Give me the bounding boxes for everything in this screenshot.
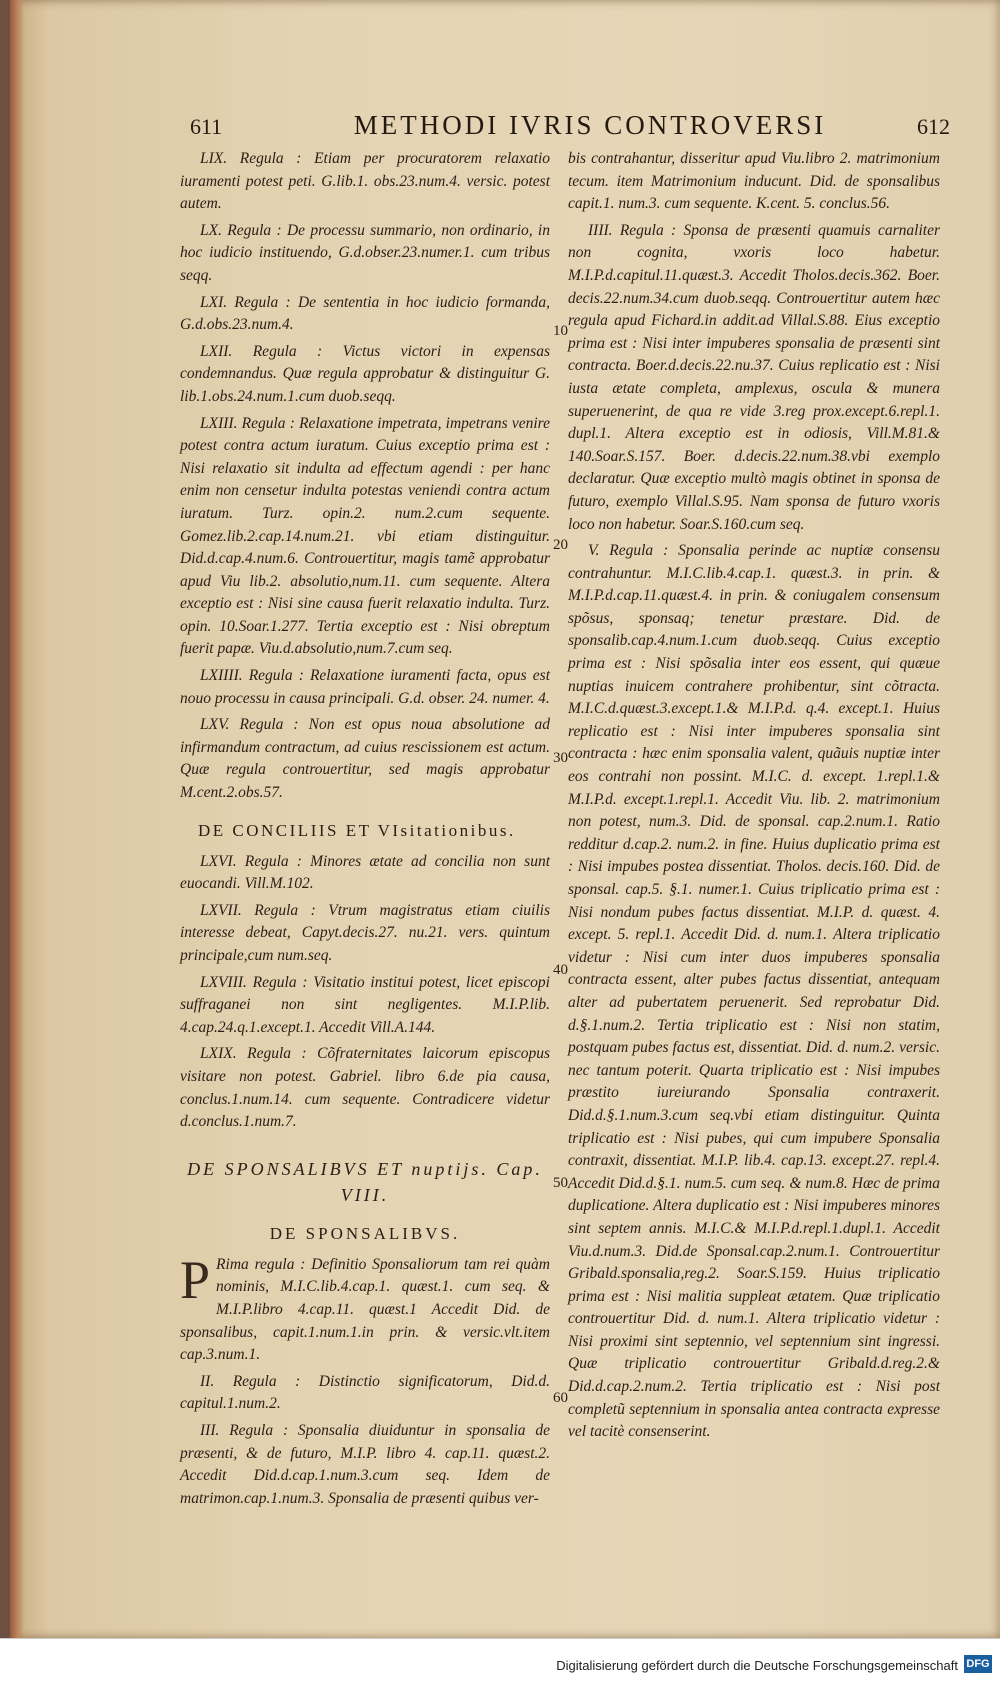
line-number: 50: [553, 1175, 568, 1191]
paragraph: bis contrahantur, disseritur apud Viu.libro 2. matrimonium tecum. item Matrimonium inducunt. Did. de sponsalibus capit.1. num.3. cum sequente. K.cent. 5. conclus.56.: [568, 150, 940, 213]
paragraph-text: Rima regula : Definitio Sponsaliorum tam rei quàm nominis, M.I.C.lib.4.cap.1. quæst.1. cum seq. & M.I.P.libro 4.cap.11. quæst.1 Accedit Did. de sponsalibus, capit.1.num.1.in prin. & versic.vlt.item cap.3.num.1.: [180, 1255, 550, 1364]
subsection-heading: DE SPONSALIBVS.: [269, 1223, 461, 1243]
line-number: 60: [553, 1390, 568, 1406]
paragraph: LIX. Regula : Etiam per procuratorem relaxatio iuramenti potest peti. G.lib.1. obs.23.num.4. versic. potest autem.: [180, 150, 550, 213]
funding-credit: Digitalisierung gefördert durch die Deutsche Forschungsgemeinschaft: [556, 1658, 958, 1673]
paragraph: LXIX. Regula : Cõfraternitates laicorum episcopus visitare non potest. Gabriel. libro 6.de pia causa, conclus.1.num.14. cum sequente. Contradicere videtur d.conclus.1.num.7.: [180, 1045, 550, 1131]
line-number: 40: [553, 962, 568, 978]
line-number: 20: [553, 537, 568, 553]
line-number: 10: [553, 323, 568, 339]
page-number-left: 611: [190, 114, 223, 139]
paragraph: LXV. Regula : Non est opus noua absolutione ad infirmandum contractum, ad cuius rescissionem est actum. Quæ regula controuertitur, sed magis approbatur M.cent.2.obs.57.: [180, 716, 550, 802]
paragraph: V. Regula : Sponsalia perinde ac nuptiæ consensu contrahuntur. M.I.C.lib.4.cap.1. quæst.3. in prin. & M.I.P.d.cap.11.quæst.4. in prin. & coniugalem consensum spõsus, sponsaq; tenetur præstare. Did. de sponsalib.cap.4.num.1.cum duob.seqq. Cuius exceptio prima est : Nisi spõsalia inter eos essent, qui quæue nuptias inuicem contrahere prohibentur, sint cõtracta. M.I.C.d.quæst.3.except.1.& M.I.P.d. q.4. except.1. Huius replicatio est : Nisi inter impuberes sponsalia sint contracta : hæc enim sponsalia valent, quãuis nuptiæ inter eos contrahi non possint. M.I.C. d. except. 1.repl.1.& M.I.P.d. except.1.repl.1. Accedit Viu. lib. 2. matrimonium non potest, num.3. Did. de sponsal. cap.2.num.1. Ratio redditur d.cap.2. num.2. in fine. Huius duplicatio prima est : Nisi impubes postea dissentiat. Tholos. decis.160. Did. de sponsal. cap.5. §.1. numer.1. Cuius triplicatio prima est : Nisi nondum pubes factus dissentiat. M.I.P. d. quæst. 4. except. 5. repl.1. Accedit Did. d. num.1. Altera triplicatio videtur : Nisi cum inter duos impuberes sponsalia contracta essent, alter pubes factus dissentiat, antequam alter ad pubertatem peruenerit. Sed reprobatur Did. d.§.1.num.2. Tertia triplicatio est : Nisi non statim, postquam pubes factus est, dissentiat. Did. d. num.2. versic. nec tantum poterit. Quarta triplicatio est : Nisi impubes præstito iureiurando Sponsalia contraxerit. Did.d.§.1.num.3.cum seq.vbi etiam distinguitur. Quinta triplicatio est : Nisi pubes, qui cum impubere Sponsalia contraxit, dissentiat. M.I.P. lib.4. cap.13. except.27. repl.4. Accedit Did.d.§.1. num.5. cum seq. & num.8. Hæc de prima duplicatione. Altera duplicatio est : Nisi impuberes minores sint septem annis. M.I.C.& M.I.P.d.repl.1.dupl.1. Accedit Viu.d.num.3. Did.de Sponsal.cap.2.num.1. Controuertitur Gribald.sponsalia,reg.2. Soar.S.159. Huius triplicatio prima est : Nisi malitia suppleat ætatem. Quæ triplicatio controuertitur Did. d. num.1. Altera triplicatio videtur : Nisi proximi sint septennio, vel septennium sint ingressi. Quæ triplicatio controuertitur Gribald.d.reg.2.& Did.d.cap.2.num.2. Tertia triplicatio est : Nisi post completũ septennium in sponsalia antea contracta expresse vel tacitè consenserint.: [568, 542, 940, 1441]
running-header: [190, 110, 950, 144]
running-title: METHODI IVRIS CONTROVERSI: [353, 110, 827, 140]
line-number: 30: [553, 750, 568, 766]
right-column: [568, 148, 940, 1448]
paragraph-with-dropcap: [180, 1249, 550, 1367]
paragraph: LXII. Regula : Victus victori in expensas condemnandus. Quæ regula approbatur & distinguitur G. lib.1.obs.24.num.1.cum duob.seqq.: [180, 342, 550, 405]
page-number-right: 612: [917, 114, 950, 139]
section-heading: DE CONCILIIS ET VIsitationibus.: [198, 820, 516, 840]
paragraph: III. Regula : Sponsalia diuiduntur in sponsalia de præsenti, & de futuro, M.I.P. libro 4. cap.11. quæst.2. Accedit Did.d.cap.1.num.3.cum seq. Idem de matrimon.cap.1.num.3. Sponsalia de præsenti quibus ver-: [180, 1421, 550, 1507]
paragraph: LXIII. Regula : Relaxatione impetrata, impetrans venire potest contra actum iuratum. Cuius exceptio prima est : Nisi relaxatio sit indulta ad effectum agendi : per hanc enim non censetur indulta potestas veniendi contra actum iuratum. Turz. opin.2. num.2.cum sequente. Gomez.lib.2.cap.14.num.21. vbi etiam distinguitur. Did.d.cap.4.num.6. Controuertitur, magis tamẽ approbatur apud Viu lib.2. absolutio,num.11. cum sequente. Altera exceptio est : Nisi sine causa fuerit relaxatio indulta. Turz. opin. 10.Soar.1.277. Tertia exceptio est : Nisi obreptum fuerit papæ. Viu.d.absolutio,num.7.cum seq.: [180, 414, 550, 658]
paragraph: II. Regula : Distinctio significatorum, Did.d. capitul.1.num.2.: [180, 1372, 550, 1413]
chapter-heading: DE SPONSALIBVS ET nuptijs. Cap. VIII.: [187, 1158, 543, 1205]
paragraph: LXI. Regula : De sententia in hoc iudicio formanda, G.d.obs.23.num.4.: [180, 293, 550, 334]
paragraph: LX. Regula : De processu summario, non ordinario, in hoc iudicio instituendo, G.d.obser.23.numer.1. cum tribus seqq.: [180, 221, 550, 284]
paragraph: LXVIII. Regula : Visitatio institui potest, licet episcopi suffraganei non sint negligentes. M.I.P.lib. 4.cap.24.q.1.except.1. Accedit Vill.A.144.: [180, 973, 550, 1036]
paragraph: LXIIII. Regula : Relaxatione iuramenti facta, opus est nouo processu in causa principali. G.d. obser. 24. numer. 4.: [180, 667, 550, 707]
paragraph: LXVI. Regula : Minores ætate ad concilia non sunt euocandi. Vill.M.102.: [180, 852, 550, 893]
paragraph: LXVII. Regula : Vtrum magistratus etiam ciuilis interesse debeat, Capyt.decis.27. nu.21. vers. quintum principale,cum num.seq.: [180, 901, 550, 964]
paragraph: IIII. Regula : Sponsa de præsenti quamuis carnaliter non cognita, vxoris loco habetur. M.I.P.d.capitul.11.quæst.3. Accedit Tholos.decis.362. Boer. decis.22.num.34.cum duob.seqq. Controuertitur autem hæc regula apud Fichard.in addit.ad Villal.S.88. Eius exceptio prima est : Nisi inter impuberes sponsalia de præsenti sint contracta. Boer.d.decis.22.nu.37. Cuius replicatio est : Nisi iusta ætate completa, amplexus, oscula & munera superuenerint, de qua re vide 3.reg prox.except.6.repl.1. dupl.1. Altera exceptio est in odiosis, Vill.M.81.& 140.Soar.S.157. Boer. d.decis.22.num.38.vbi exemplo declaratur. Quæ exceptio multò magis obtinet in sponsa de futuro, exemplo Villal.S.95. Nam sponsa de futuro vxoris loco non habetur. Soar.S.160.cum seq.: [568, 221, 940, 533]
left-column: [180, 148, 550, 1514]
digitization-footer: [0, 1638, 1000, 1695]
drop-cap: P: [180, 1249, 211, 1310]
dfg-logo: DFG: [964, 1655, 992, 1673]
